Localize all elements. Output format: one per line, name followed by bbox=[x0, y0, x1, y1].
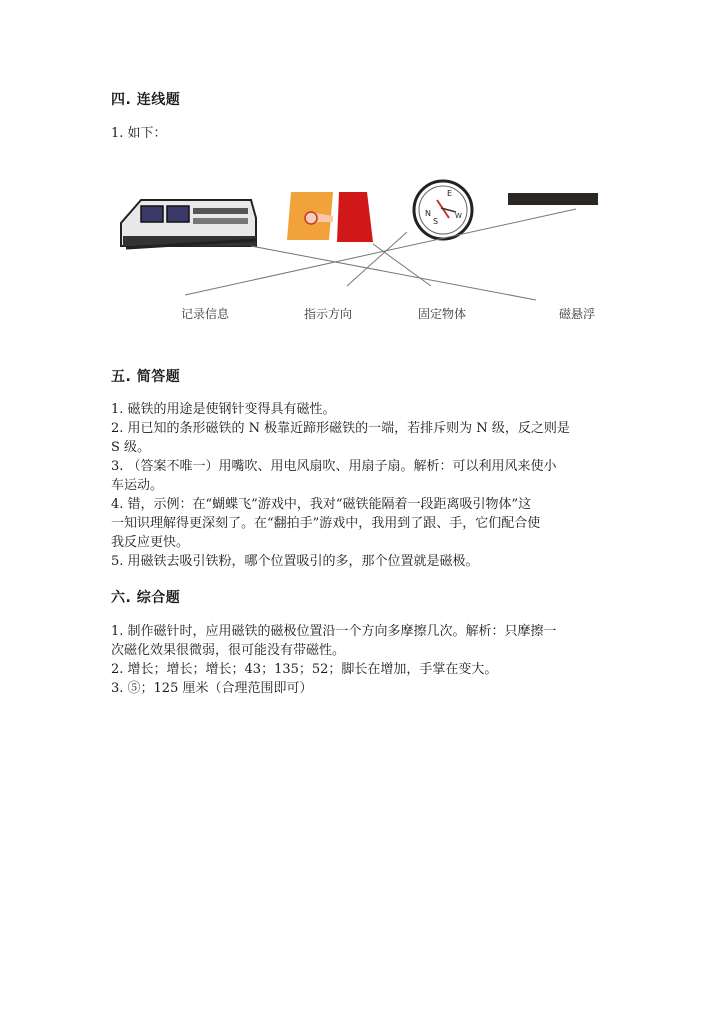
figure-label-record: 记录信息 bbox=[181, 307, 230, 321]
section-title-6: 六. 综合题 bbox=[111, 590, 181, 606]
answer-line: 2. 增长；增长；增长；43；135；52；脚长在增加，手掌在变大。 bbox=[111, 662, 498, 677]
answer-line: 2. 用已知的条形磁铁的 N 极靠近蹄形磁铁的一端，若排斥则为 N 级，反之则是 bbox=[111, 421, 570, 436]
answer-line: 3. ⑤；125 厘米（合理范围即可） bbox=[111, 681, 313, 696]
matching-figure bbox=[111, 178, 611, 328]
section-title-5: 五. 简答题 bbox=[111, 369, 181, 385]
answer-line: 车运动。 bbox=[111, 478, 164, 493]
answer-line: 4. 错，示例：在“蝴蝶飞”游戏中，我对“磁铁能隔着一段距离吸引物体”这 bbox=[111, 497, 532, 512]
answer-line: 3. （答案不唯一）用嘴吹、用电风扇吹、用扇子扇。解析：可以利用风来使小 bbox=[111, 459, 557, 474]
train-image bbox=[121, 200, 256, 248]
figure-label-levitation: 磁悬浮 bbox=[559, 307, 596, 321]
answer-line: 1. 制作磁针时，应用磁铁的磁极位置沿一个方向多摩擦几次。解析：只摩擦一 bbox=[111, 624, 557, 639]
answer-line: S 级。 bbox=[111, 440, 151, 455]
svg-text:N: N bbox=[425, 209, 431, 218]
svg-text:S: S bbox=[433, 217, 439, 226]
question-1-text: 1. 如下： bbox=[111, 126, 167, 141]
answer-line: 次磁化效果很微弱，很可能没有带磁性。 bbox=[111, 643, 346, 658]
answer-line: 一知识理解得更深刻了。在“翻拍手”游戏中，我用到了跟、手，它们配合使 bbox=[111, 516, 541, 531]
section-title-4: 四. 连线题 bbox=[111, 92, 181, 108]
figure-label-direction: 指示方向 bbox=[304, 307, 353, 321]
figure-label-fix: 固定物体 bbox=[418, 307, 467, 321]
bar-image bbox=[508, 193, 598, 205]
answer-line: 我反应更快。 bbox=[111, 535, 190, 550]
answer-line: 5. 用磁铁去吸引铁粉，哪个位置吸引的多，那个位置就是磁极。 bbox=[111, 554, 479, 569]
answer-line: 1. 磁铁的用途是使钢针变得具有磁性。 bbox=[111, 402, 336, 417]
svg-text:W: W bbox=[455, 212, 462, 220]
svg-text:E: E bbox=[447, 189, 453, 198]
compass-image bbox=[414, 181, 472, 239]
magnet-block-image bbox=[287, 192, 373, 242]
